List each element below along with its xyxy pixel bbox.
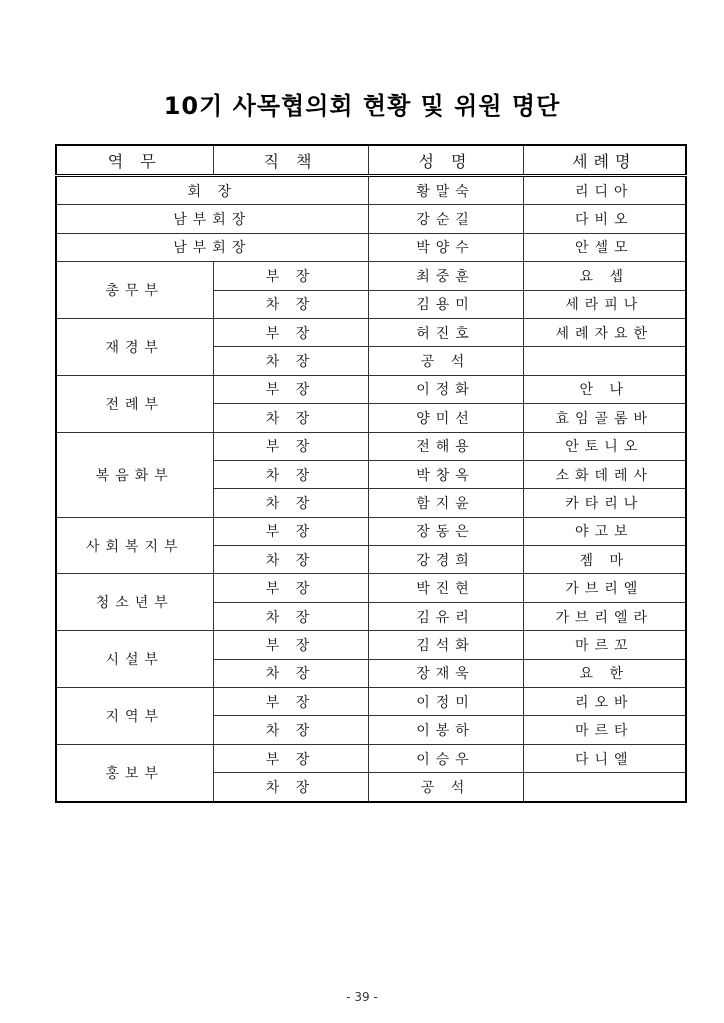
member-row <box>56 517 686 545</box>
baptismal-name: 요 셉 <box>523 262 686 290</box>
member-name: 김용미 <box>368 290 523 318</box>
baptismal-name: 가브리엘라 <box>523 602 686 630</box>
member-row <box>56 375 686 403</box>
roster-body <box>56 176 686 802</box>
member-position: 차 장 <box>213 602 368 630</box>
member-position: 부 장 <box>213 375 368 403</box>
baptismal-name: 마르타 <box>523 716 686 744</box>
page-number: - 39 - <box>346 990 378 1004</box>
member-name: 강경희 <box>368 546 523 574</box>
member-row <box>56 262 686 290</box>
member-row <box>56 574 686 602</box>
member-name: 공 석 <box>368 347 523 375</box>
baptismal-name: 카타리나 <box>523 489 686 517</box>
member-position: 부 장 <box>213 262 368 290</box>
member-row <box>56 432 686 460</box>
department-name: 홍보부 <box>56 744 213 801</box>
member-position: 차 장 <box>213 659 368 687</box>
member-name: 김유리 <box>368 602 523 630</box>
officer-row <box>56 205 686 233</box>
baptismal-name: 세라피나 <box>523 290 686 318</box>
member-position: 차 장 <box>213 404 368 432</box>
baptismal-name: 리오바 <box>523 688 686 716</box>
officer-role: 남부회장 <box>56 205 368 233</box>
member-name: 장동은 <box>368 517 523 545</box>
member-row <box>56 688 686 716</box>
department-name: 전례부 <box>56 375 213 432</box>
member-position: 차 장 <box>213 773 368 802</box>
header-duty: 역 무 <box>56 145 213 176</box>
member-name: 이봉하 <box>368 716 523 744</box>
member-position: 부 장 <box>213 517 368 545</box>
officer-role: 남부회장 <box>56 233 368 261</box>
department-name: 재경부 <box>56 318 213 375</box>
officer-row <box>56 176 686 205</box>
member-name: 강순길 <box>368 205 523 233</box>
baptismal-name: 안셀모 <box>523 233 686 261</box>
member-position: 차 장 <box>213 546 368 574</box>
department-name: 사회복지부 <box>56 517 213 574</box>
member-row <box>56 631 686 659</box>
baptismal-name: 리디아 <box>523 176 686 205</box>
header-name: 성 명 <box>368 145 523 176</box>
member-name: 황말숙 <box>368 176 523 205</box>
member-name: 이정미 <box>368 688 523 716</box>
baptismal-name <box>523 347 686 375</box>
baptismal-name: 마르꼬 <box>523 631 686 659</box>
member-name: 박창옥 <box>368 460 523 488</box>
baptismal-name: 효임골롬바 <box>523 404 686 432</box>
baptismal-name: 다비오 <box>523 205 686 233</box>
baptismal-name: 야고보 <box>523 517 686 545</box>
member-position: 차 장 <box>213 716 368 744</box>
member-name: 최중훈 <box>368 262 523 290</box>
officer-row <box>56 233 686 261</box>
department-name: 지역부 <box>56 688 213 745</box>
baptismal-name: 다니엘 <box>523 744 686 772</box>
member-name: 장재욱 <box>368 659 523 687</box>
member-position: 부 장 <box>213 744 368 772</box>
baptismal-name: 가브리엘 <box>523 574 686 602</box>
member-name: 공 석 <box>368 773 523 802</box>
member-position: 부 장 <box>213 432 368 460</box>
member-name: 전해용 <box>368 432 523 460</box>
baptismal-name: 안토니오 <box>523 432 686 460</box>
department-name: 총무부 <box>56 262 213 319</box>
department-name: 복음화부 <box>56 432 213 517</box>
member-position: 차 장 <box>213 347 368 375</box>
member-position: 부 장 <box>213 631 368 659</box>
department-name: 청소년부 <box>56 574 213 631</box>
member-position: 부 장 <box>213 688 368 716</box>
member-position: 부 장 <box>213 318 368 346</box>
page-title: 10기 사목협의회 현황 및 위원 명단 <box>163 92 561 120</box>
member-position: 차 장 <box>213 460 368 488</box>
member-position: 부 장 <box>213 574 368 602</box>
member-position: 차 장 <box>213 489 368 517</box>
member-name: 박진현 <box>368 574 523 602</box>
baptismal-name <box>523 773 686 802</box>
member-name: 이승우 <box>368 744 523 772</box>
member-name: 양미선 <box>368 404 523 432</box>
header-baptismal-name: 세례명 <box>523 145 686 176</box>
member-row <box>56 744 686 772</box>
header-position: 직 책 <box>213 145 368 176</box>
officer-role: 회 장 <box>56 176 368 205</box>
baptismal-name: 소화데레사 <box>523 460 686 488</box>
member-position: 차 장 <box>213 290 368 318</box>
member-row <box>56 318 686 346</box>
baptismal-name: 안 나 <box>523 375 686 403</box>
baptismal-name: 세례자요한 <box>523 318 686 346</box>
baptismal-name: 젬 마 <box>523 546 686 574</box>
member-name: 함지윤 <box>368 489 523 517</box>
member-name: 김석화 <box>368 631 523 659</box>
baptismal-name: 요 한 <box>523 659 686 687</box>
header-row <box>56 145 686 176</box>
department-name: 시설부 <box>56 631 213 688</box>
roster-table <box>55 144 687 803</box>
member-name: 박양수 <box>368 233 523 261</box>
member-name: 이정화 <box>368 375 523 403</box>
member-name: 허진호 <box>368 318 523 346</box>
